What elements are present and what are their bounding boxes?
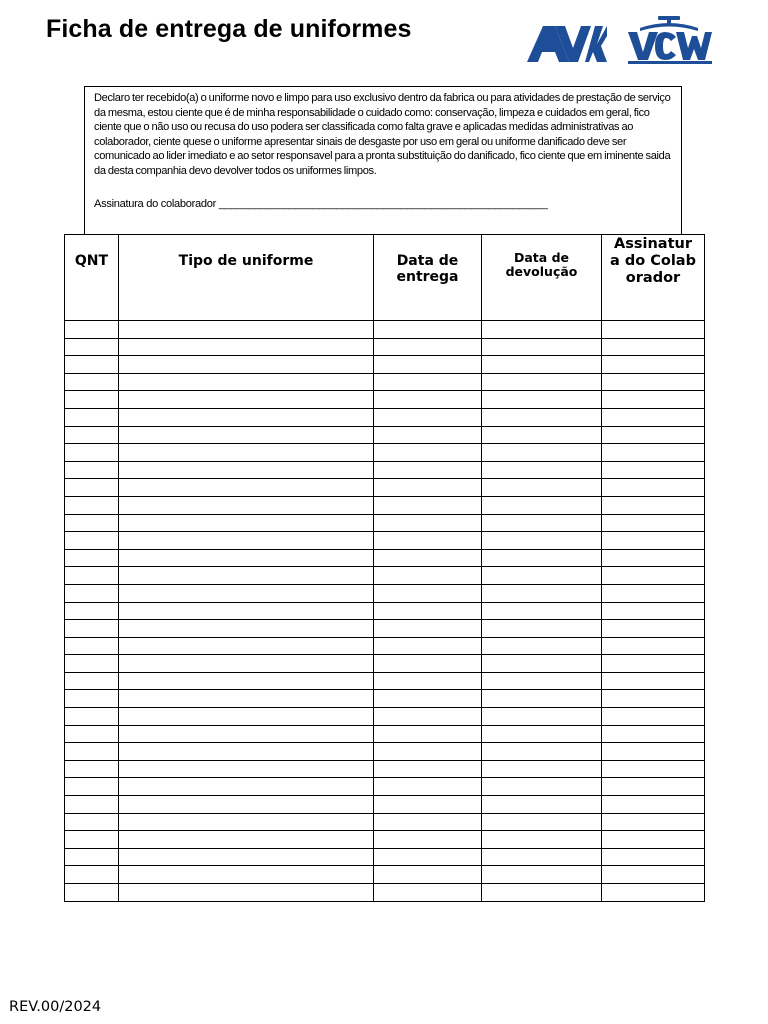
assinatura-cell[interactable] (602, 637, 705, 655)
table-row (65, 637, 705, 655)
assinatura-cell[interactable] (602, 444, 705, 462)
entrega-cell[interactable] (374, 708, 482, 726)
table-row (65, 479, 705, 497)
entrega-cell[interactable] (374, 391, 482, 409)
table-row (65, 444, 705, 462)
table-row (65, 391, 705, 409)
entrega-cell[interactable] (374, 743, 482, 761)
devolucao-cell[interactable] (482, 408, 602, 426)
tipo-cell[interactable] (119, 408, 374, 426)
tipo-cell[interactable] (119, 444, 374, 462)
tipo-cell[interactable] (119, 373, 374, 391)
tipo-cell[interactable] (119, 848, 374, 866)
qnt-cell[interactable] (65, 866, 119, 884)
entrega-cell[interactable] (374, 426, 482, 444)
declaration-text: Declaro ter recebido(a) o uniforme novo e limpo para uso exclusivo dentro da fabrica ou para atividades de prestação de serviço da mesma, estou ciente que é de minha responsabilidade o cuidado como: conservação, limpeza e cuidados em geral, fico ciente que o não uso ou recusa do uso podera ser classificada como falta grave e aplicadas medidas administrativas ao colaborador, ciente quese o uniforme apresentar sinais de desgaste por uso em geral ou uniforme danificado deve ser comunicado ao lider imediato e ao setor responsavel para a pronta substituição do danificado, fico ciente que em iminente saida da desta companhia devo devolver todos os uniformes limpos. (94, 92, 671, 177)
table-row (65, 408, 705, 426)
tipo-cell[interactable] (119, 655, 374, 673)
devolucao-cell[interactable] (482, 461, 602, 479)
header-qnt: QNT (65, 235, 119, 321)
qnt-cell[interactable] (65, 584, 119, 602)
table-row (65, 567, 705, 585)
assinatura-cell[interactable] (602, 373, 705, 391)
tipo-cell[interactable] (119, 479, 374, 497)
qnt-cell[interactable] (65, 760, 119, 778)
table-row (65, 655, 705, 673)
tipo-cell[interactable] (119, 708, 374, 726)
tipo-cell[interactable] (119, 778, 374, 796)
table-header-row (65, 235, 705, 321)
table-row (65, 602, 705, 620)
entrega-cell[interactable] (374, 408, 482, 426)
header-assinatura-colaborador: Assinatura do Colaborador (602, 235, 705, 321)
qnt-cell[interactable] (65, 321, 119, 339)
tipo-cell[interactable] (119, 884, 374, 902)
qnt-cell[interactable] (65, 796, 119, 814)
entrega-cell[interactable] (374, 760, 482, 778)
qnt-cell[interactable] (65, 884, 119, 902)
table-row (65, 496, 705, 514)
table-row (65, 743, 705, 761)
entrega-cell[interactable] (374, 831, 482, 849)
devolucao-cell[interactable] (482, 426, 602, 444)
tipo-cell[interactable] (119, 602, 374, 620)
devolucao-cell[interactable] (482, 831, 602, 849)
assinatura-cell[interactable] (602, 866, 705, 884)
tipo-cell[interactable] (119, 426, 374, 444)
entrega-cell[interactable] (374, 796, 482, 814)
entrega-cell[interactable] (374, 778, 482, 796)
uniform-table (64, 234, 705, 902)
tipo-cell[interactable] (119, 620, 374, 638)
table-row (65, 708, 705, 726)
qnt-cell[interactable] (65, 356, 119, 374)
devolucao-cell[interactable] (482, 373, 602, 391)
tipo-cell[interactable] (119, 831, 374, 849)
table-row (65, 690, 705, 708)
assinatura-cell[interactable] (602, 848, 705, 866)
vcw-logo (626, 14, 712, 64)
tipo-cell[interactable] (119, 725, 374, 743)
devolucao-cell[interactable] (482, 567, 602, 585)
assinatura-cell[interactable] (602, 620, 705, 638)
devolucao-cell[interactable] (482, 584, 602, 602)
table-row (65, 338, 705, 356)
qnt-cell[interactable] (65, 743, 119, 761)
assinatura-cell[interactable] (602, 778, 705, 796)
assinatura-cell[interactable] (602, 708, 705, 726)
devolucao-cell[interactable] (482, 532, 602, 550)
entrega-cell[interactable] (374, 444, 482, 462)
tipo-cell[interactable] (119, 356, 374, 374)
tipo-cell[interactable] (119, 549, 374, 567)
devolucao-cell[interactable] (482, 479, 602, 497)
qnt-cell[interactable] (65, 778, 119, 796)
qnt-cell[interactable] (65, 708, 119, 726)
tipo-cell[interactable] (119, 321, 374, 339)
entrega-cell[interactable] (374, 690, 482, 708)
qnt-cell[interactable] (65, 373, 119, 391)
entrega-cell[interactable] (374, 866, 482, 884)
table-row (65, 373, 705, 391)
devolucao-cell[interactable] (482, 760, 602, 778)
revision-label: REV.00/2024 (9, 999, 102, 1015)
tipo-cell[interactable] (119, 532, 374, 550)
entrega-cell[interactable] (374, 461, 482, 479)
devolucao-cell[interactable] (482, 743, 602, 761)
table-row (65, 620, 705, 638)
devolucao-cell[interactable] (482, 778, 602, 796)
table-row (65, 532, 705, 550)
tipo-cell[interactable] (119, 672, 374, 690)
devolucao-cell[interactable] (482, 620, 602, 638)
table-row (65, 796, 705, 814)
assinatura-cell[interactable] (602, 672, 705, 690)
tipo-cell[interactable] (119, 637, 374, 655)
assinatura-cell[interactable] (602, 408, 705, 426)
devolucao-cell[interactable] (482, 725, 602, 743)
devolucao-cell[interactable] (482, 708, 602, 726)
tipo-cell[interactable] (119, 866, 374, 884)
assinatura-cell[interactable] (602, 549, 705, 567)
tipo-cell[interactable] (119, 461, 374, 479)
devolucao-cell[interactable] (482, 672, 602, 690)
qnt-cell[interactable] (65, 408, 119, 426)
qnt-cell[interactable] (65, 514, 119, 532)
devolucao-cell[interactable] (482, 848, 602, 866)
devolucao-cell[interactable] (482, 866, 602, 884)
entrega-cell[interactable] (374, 602, 482, 620)
devolucao-cell[interactable] (482, 602, 602, 620)
avk-logo (525, 14, 607, 64)
entrega-cell[interactable] (374, 532, 482, 550)
table-row (65, 356, 705, 374)
tipo-cell[interactable] (119, 813, 374, 831)
assinatura-cell[interactable] (602, 567, 705, 585)
table-row (65, 760, 705, 778)
entrega-cell[interactable] (374, 496, 482, 514)
tipo-cell[interactable] (119, 690, 374, 708)
tipo-cell[interactable] (119, 760, 374, 778)
qnt-cell[interactable] (65, 444, 119, 462)
entrega-cell[interactable] (374, 655, 482, 673)
devolucao-cell[interactable] (482, 444, 602, 462)
entrega-cell[interactable] (374, 338, 482, 356)
entrega-cell[interactable] (374, 637, 482, 655)
assinatura-cell[interactable] (602, 532, 705, 550)
entrega-cell[interactable] (374, 321, 482, 339)
assinatura-cell[interactable] (602, 584, 705, 602)
devolucao-cell[interactable] (482, 338, 602, 356)
qnt-cell[interactable] (65, 461, 119, 479)
table-row (65, 461, 705, 479)
tipo-cell[interactable] (119, 743, 374, 761)
tipo-cell[interactable] (119, 391, 374, 409)
qnt-cell[interactable] (65, 567, 119, 585)
table-row (65, 884, 705, 902)
assinatura-cell[interactable] (602, 461, 705, 479)
tipo-cell[interactable] (119, 796, 374, 814)
table-row (65, 321, 705, 339)
page-title: Ficha de entrega de uniformes (46, 15, 412, 43)
qnt-cell[interactable] (65, 549, 119, 567)
devolucao-cell[interactable] (482, 496, 602, 514)
table-row (65, 426, 705, 444)
qnt-cell[interactable] (65, 725, 119, 743)
qnt-cell[interactable] (65, 813, 119, 831)
assinatura-cell[interactable] (602, 321, 705, 339)
table-row (65, 848, 705, 866)
entrega-cell[interactable] (374, 672, 482, 690)
devolucao-cell[interactable] (482, 391, 602, 409)
qnt-cell[interactable] (65, 479, 119, 497)
devolucao-cell[interactable] (482, 549, 602, 567)
entrega-cell[interactable] (374, 725, 482, 743)
header-data-devolucao: Data de devolução (482, 235, 602, 321)
signature-line: Assinatura do colaborador ________________________________________________________ (94, 197, 548, 210)
header-tipo-uniforme: Tipo de uniforme (119, 235, 374, 321)
qnt-cell[interactable] (65, 848, 119, 866)
entrega-cell[interactable] (374, 813, 482, 831)
tipo-cell[interactable] (119, 584, 374, 602)
qnt-cell[interactable] (65, 637, 119, 655)
entrega-cell[interactable] (374, 567, 482, 585)
qnt-cell[interactable] (65, 426, 119, 444)
qnt-cell[interactable] (65, 690, 119, 708)
devolucao-cell[interactable] (482, 796, 602, 814)
assinatura-cell[interactable] (602, 514, 705, 532)
table-row (65, 866, 705, 884)
assinatura-cell[interactable] (602, 479, 705, 497)
devolucao-cell[interactable] (482, 637, 602, 655)
qnt-cell[interactable] (65, 338, 119, 356)
assinatura-cell[interactable] (602, 655, 705, 673)
assinatura-cell[interactable] (602, 356, 705, 374)
assinatura-cell[interactable] (602, 725, 705, 743)
assinatura-cell[interactable] (602, 796, 705, 814)
assinatura-cell[interactable] (602, 743, 705, 761)
devolucao-cell[interactable] (482, 356, 602, 374)
assinatura-cell[interactable] (602, 602, 705, 620)
header-data-entrega: Data de entrega (374, 235, 482, 321)
table-row (65, 778, 705, 796)
table-row (65, 584, 705, 602)
assinatura-cell[interactable] (602, 760, 705, 778)
table-row (65, 725, 705, 743)
assinatura-cell[interactable] (602, 690, 705, 708)
entrega-cell[interactable] (374, 584, 482, 602)
table-row (65, 549, 705, 567)
assinatura-cell[interactable] (602, 391, 705, 409)
table-row (65, 813, 705, 831)
qnt-cell[interactable] (65, 602, 119, 620)
tipo-cell[interactable] (119, 496, 374, 514)
entrega-cell[interactable] (374, 356, 482, 374)
entrega-cell[interactable] (374, 848, 482, 866)
assinatura-cell[interactable] (602, 426, 705, 444)
entrega-cell[interactable] (374, 373, 482, 391)
devolucao-cell[interactable] (482, 655, 602, 673)
tipo-cell[interactable] (119, 338, 374, 356)
devolucao-cell[interactable] (482, 321, 602, 339)
devolucao-cell[interactable] (482, 813, 602, 831)
qnt-cell[interactable] (65, 620, 119, 638)
table-row (65, 831, 705, 849)
qnt-cell[interactable] (65, 532, 119, 550)
declaration-box (84, 86, 682, 234)
assinatura-cell[interactable] (602, 831, 705, 849)
tipo-cell[interactable] (119, 514, 374, 532)
devolucao-cell[interactable] (482, 514, 602, 532)
entrega-cell[interactable] (374, 479, 482, 497)
devolucao-cell[interactable] (482, 884, 602, 902)
table-row (65, 672, 705, 690)
qnt-cell[interactable] (65, 672, 119, 690)
table-row (65, 514, 705, 532)
assinatura-cell[interactable] (602, 338, 705, 356)
tipo-cell[interactable] (119, 567, 374, 585)
entrega-cell[interactable] (374, 549, 482, 567)
assinatura-cell[interactable] (602, 813, 705, 831)
entrega-cell[interactable] (374, 620, 482, 638)
qnt-cell[interactable] (65, 496, 119, 514)
assinatura-cell[interactable] (602, 884, 705, 902)
qnt-cell[interactable] (65, 831, 119, 849)
assinatura-cell[interactable] (602, 496, 705, 514)
qnt-cell[interactable] (65, 655, 119, 673)
entrega-cell[interactable] (374, 884, 482, 902)
qnt-cell[interactable] (65, 391, 119, 409)
entrega-cell[interactable] (374, 514, 482, 532)
devolucao-cell[interactable] (482, 690, 602, 708)
